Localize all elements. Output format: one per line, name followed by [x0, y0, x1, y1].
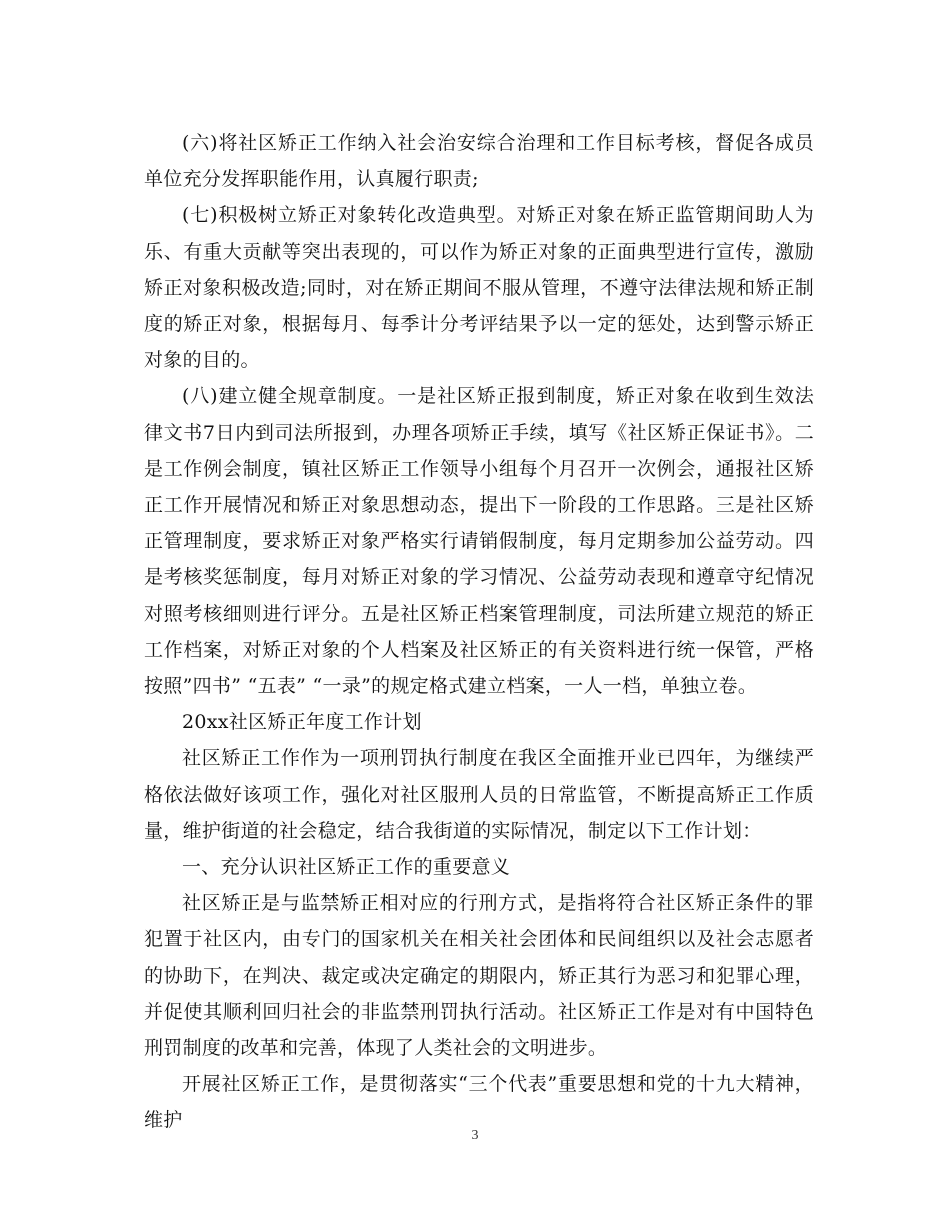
heading-one: 一、充分认识社区矫正工作的重要意义 [182, 856, 511, 879]
paragraph-6-assessment: (六)将社区矫正工作纳入社会治安综合治理和工作目标考核，督促各成员单位充分发挥职能作用，认真履行职责; [144, 132, 814, 191]
paragraph-8-regulations: (八)建立健全规章制度。一是社区矫正报到制度，矫正对象在收到生效法律文书7日内到司法所报到，办理各项矫正手续，填写《社区矫正保证书》。二是工作例会制度，镇社区矫正工作领导小组每个月召开一次例会，通报社区矫正工作开展情况和矫正对象思想动态，提出下一阶段的工作思路。三是社区矫正管理制度，要求矫正对象严格实行请销假制度，每月定期参加公益劳动。四是考核奖惩制度，每月对矫正对象的学习情况、公益劳动表现和遵章守纪情况对照考核细则进行评分。五是社区矫正档案管理制度，司法所建立规范的矫正工作档案，对矫正对象的个人档案及社区矫正的有关资料进行统一保管，严格按照”四书” “五表” “一录”的规定格式建立档案，一人一档，单独立卷。 [144, 385, 814, 698]
section-title: 20xx社区矫正年度工作计划 [182, 711, 422, 734]
paragraph-significance: 开展社区矫正工作，是贯彻落实“三个代表”重要思想和党的十九大精神，维护 [144, 1073, 814, 1132]
document-body [144, 125, 814, 1139]
paragraph-intro: 社区矫正工作作为一项刑罚执行制度在我区全面推开业已四年，为继续严格依法做好该项工作，强化对社区服刑人员的日常监管，不断提高矫正工作质量，维护街道的社会稳定，结合我街道的实际情况，制定以下工作计划： [144, 747, 814, 842]
page-number: 3 [471, 1128, 479, 1143]
paragraph-7-models: (七)积极树立矫正对象转化改造典型。对矫正对象在矫正监管期间助人为乐、有重大贡献等突出表现的，可以作为矫正对象的正面典型进行宣传，激励矫正对象积极改造;同时，对在矫正期间不服从管理，不遵守法律法规和矫正制度的矫正对象，根据每月、每季计分考评结果予以一定的惩处，达到警示矫正对象的目的。 [144, 204, 814, 372]
paragraph-definition: 社区矫正是与监禁矫正相对应的行刑方式，是指将符合社区矫正条件的罪犯置于社区内，由专门的国家机关在相关社会团体和民间组织以及社会志愿者的协助下，在判决、裁定或决定确定的期限内，矫正其行为恶习和犯罪心理，并促使其顺利回归社会的非监禁刑罚执行活动。社区矫正工作是对有中国特色刑罚制度的改革和完善，体现了人类社会的文明进步。 [144, 892, 814, 1060]
